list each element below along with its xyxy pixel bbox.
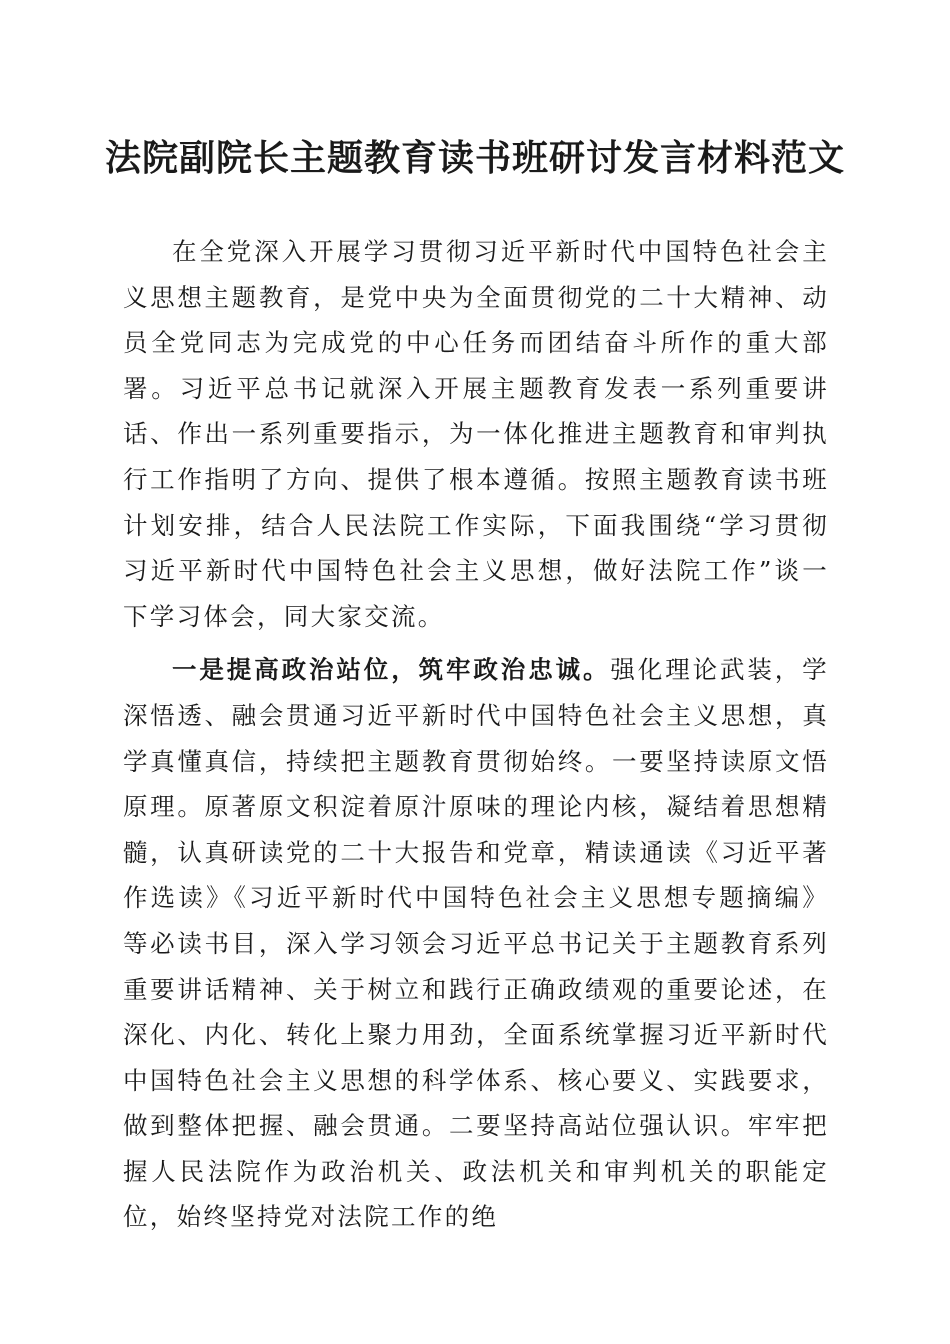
section-one-paragraph (123, 647, 829, 1240)
document-title: 法院副院长主题教育读书班研讨发言材料范文 (104, 137, 845, 179)
intro-paragraph (123, 229, 829, 639)
paragraph-text: 强化理论武装，学深悟透、融会贯通习近平新时代中国特色社会主义思想，真学真懂真信，持续把主题教育贯彻始终。一要坚持读原文悟原理。原著原文积淀着原汁原味的理论内核，凝结着思想精髓，认真研读党的二十大报告和党章，精读通读《习近平著作选读》《习近平新时代中国特色社会主义思想专题摘编》等必读书目，深入学习领会习近平总书记关于主题教育系列重要讲话精神、关于树立和践行正确政绩观的重要论述，在深化、内化、转化上聚力用劲，全面系统掌握习近平新时代中国特色社会主义思想的科学体系、核心要义、实践要求，做到整体把握、融会贯通。二要坚持高站位强认识。牢牢把握人民法院作为政治机关、政法机关和审判机关的职能定位，始终坚持党对法院工作的绝 (123, 655, 829, 1232)
document-body (123, 229, 829, 1248)
paragraph-lead-heading: 一是提高政治站位，筑牢政治忠诚。 (172, 655, 611, 685)
paragraph-text: 在全党深入开展学习贯彻习近平新时代中国特色社会主义思想主题教育，是党中央为全面贯彻党的二十大精神、动员全党同志为完成党的中心任务而团结奋斗所作的重大部署。习近平总书记就深入开展主题教育发表一系列重要讲话、作出一系列重要指示，为一体化推进主题教育和审判执行工作指明了方向、提供了根本遵循。按照主题教育读书班计划安排，结合人民法院工作实际，下面我围绕“学习贯彻习近平新时代中国特色社会主义思想，做好法院工作”谈一下学习体会，同大家交流。 (123, 237, 829, 631)
